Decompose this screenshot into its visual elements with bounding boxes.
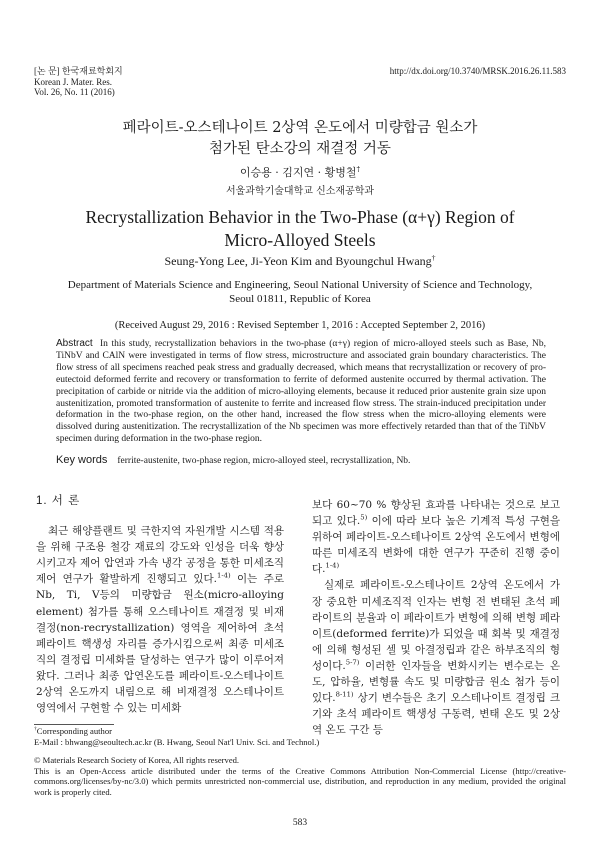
- corresponding-mark: †: [431, 253, 436, 262]
- paragraph: [312, 497, 560, 577]
- keywords: [56, 454, 546, 466]
- corresponding-mark: †: [34, 726, 37, 733]
- section-title: 1. 서 론: [36, 495, 81, 507]
- doi-link[interactable]: http://dx.doi.org/10.3740/MRSK.2016.26.11.583: [389, 66, 566, 76]
- body-right-column: [312, 497, 560, 738]
- text-span: 상기 변수들은 초기 오스테나이트 결정립 크기와 초석 페라이트 핵생성 구동력, 변태 온도 및 2상역 온도 구간 등: [312, 692, 560, 737]
- license-text: This is an Open-Access article distributed under the terms of the Creative Commons Attribution Non-Commercial License (http://creative-commons.org/licenses/by-nc/3.0) which permits unrestricted non-commercial use, distribution, and reproduction in any medium, provided the original work is properly cited.: [34, 765, 566, 797]
- korean-author-names: 이승용 · 김지연 · 황병철: [239, 166, 357, 179]
- text-span: 보다 60~70 % 향상된 효과를 나타내는 것으로 보고되고 있다.: [312, 499, 560, 528]
- reference-mark: 1-4): [217, 571, 231, 580]
- text-span: 최근 해양플랜트 및 극한지역 자원개발 시스템 적용을 위해 구조용 철강 재료의 강도와 인성을 더욱 향상시키고자 제어 압연과 가속 냉각 공정을 통한 미세조직 제어 연구가 활발하게 진행되고 있다.: [36, 525, 284, 586]
- abstract-label: Abstract: [56, 338, 93, 349]
- reference-mark: 8-11): [335, 690, 354, 699]
- reference-mark: 1-4): [325, 561, 340, 570]
- text-span: 이에 따라 보다 높은 기계적 특성 구현을 위하여 페라이트-오스테나이트 2상역 온도에서 변형에 따른 미세조직 변화에 대한 연구가 꾸준히 진행 중이다.: [312, 515, 560, 576]
- corresponding-mark: †: [356, 164, 361, 174]
- affiliation-line2: Seoul 01811, Republic of Korea: [229, 293, 371, 305]
- text-span: 이러한 인자들을 변화시키는 변수로는 온도, 압하율, 변형률 속도 및 미량합금 원소 첨가 등이 있다.: [312, 659, 560, 705]
- korean-authors: [0, 164, 600, 180]
- english-title: [0, 206, 600, 252]
- text-span: 실제로 페라이트-오스테나이트 2상역 온도에서 가장 중요한 미세조직적 인자는 변형 전 변태된 초석 페라이트의 분율과 이 페라이트가 변형에 의해 변형 페라이트(deformed ferrite)가 되었을 때 회복 및 재결정에 의해 형성된 셀 및 아결정립과 같은 하부조직의 형성이다.: [312, 579, 560, 672]
- english-title-line1: Recrystallization Behavior in the Two-Phase (α+γ) Region of: [85, 207, 515, 227]
- journal-info: [34, 66, 123, 98]
- author-email: E-Mail : bhwang@seoultech.ac.kr (B. Hwang, Seoul Nat'l Univ. Sci. and Technol.): [34, 736, 320, 747]
- english-author-names: Seung-Yong Lee, Ji-Yeon Kim and Byoungchul Hwang: [164, 254, 432, 268]
- english-authors: [0, 254, 600, 269]
- affiliation-line1: Department of Materials Science and Engineering, Seoul National University of Science and Technology,: [67, 279, 533, 291]
- korean-title: [0, 118, 600, 160]
- page-number: 583: [292, 818, 308, 828]
- journal-category: [논 문] 한국재료학회지: [34, 66, 123, 76]
- korean-title-line2: 첨가된 탄소강의 재결정 거동: [209, 141, 391, 157]
- keywords-label: Key words: [56, 454, 108, 466]
- received-dates: (Received August 29, 2016 : Revised September 1, 2016 : Accepted September 2, 2016): [114, 320, 486, 331]
- english-title-line2: Micro-Alloyed Steels: [224, 230, 376, 250]
- paragraph: [312, 577, 560, 738]
- english-affiliation: [56, 278, 544, 306]
- copyright: © Materials Research Society of Korea, All rights reserved.: [34, 755, 240, 766]
- footnote-divider: [34, 724, 114, 725]
- body-left-column: [36, 493, 284, 716]
- reference-mark: 5-7): [345, 658, 360, 667]
- abstract: [56, 338, 546, 446]
- journal-name: Korean J. Mater. Res.: [34, 76, 112, 87]
- abstract-text: In this study, recrystallization behaviors in the two-phase (α+γ) region of micro-alloyed steels such as Base, Nb, TiNbV and CAlN were investigated in terms of flow stress, microstructure and associated grain boundary characteristics. The flow stress of all specimens reached peak stress and gradually decreased, which means that recrystallization or recovery of pro-eutectoid deformed ferrite and recovery or transformation to ferrite of deformed austenite occurred by thermal activation. The precipitation of carbide or nitride via the addition of micro-alloying elements, because it reduced prior austenite grain size upon austenitization, promoted transformation of austenite to ferrite and increased flow stress. The strain-induced precipitation under deformation in the two-phase region, on the other hand, increased the flow stress when the micro-alloying elements were dissolved during austenitization. The recrystallization of the Nb specimen was more effectively retarded than that of the TiNbV specimen during deformation in the two-phase region.: [56, 339, 546, 445]
- corresponding-author: [34, 726, 566, 737]
- korean-affiliation: 서울과학기술대학교 신소재공학과: [225, 186, 375, 197]
- reference-mark: 5): [360, 513, 368, 522]
- korean-title-line1: 페라이트-오스테나이트 2상역 온도에서 미량합금 원소가: [122, 120, 478, 136]
- keywords-text: ferrite-austenite, two-phase region, micro-alloyed steel, recrystallization, Nb.: [117, 456, 411, 466]
- journal-volume: Vol. 26, No. 11 (2016): [34, 87, 115, 97]
- corresponding-label: Corresponding author: [36, 726, 112, 736]
- footnotes: [34, 726, 566, 798]
- text-span: 이는 주로 Nb, Ti, V등의 미량합금 원소(micro-alloying element) 첨가를 통해 오스테나이트 재결정 및 비재결정(non-recrystallization) 영역을 제어하여 초석 페라이트 핵생성 자리를 증가시킴으로써 최종 미세조직의 결정립 미세화를 달성하는 연구가 많이 이루어져 왔다. 그러나 최종 압연온도를 페라이트-오스테나이트 2상역 온도까지 내림으로 해 비재결정 오스테나이트 영역에서 구현할 수 있는 미세화: [36, 573, 284, 715]
- paragraph: [36, 523, 284, 716]
